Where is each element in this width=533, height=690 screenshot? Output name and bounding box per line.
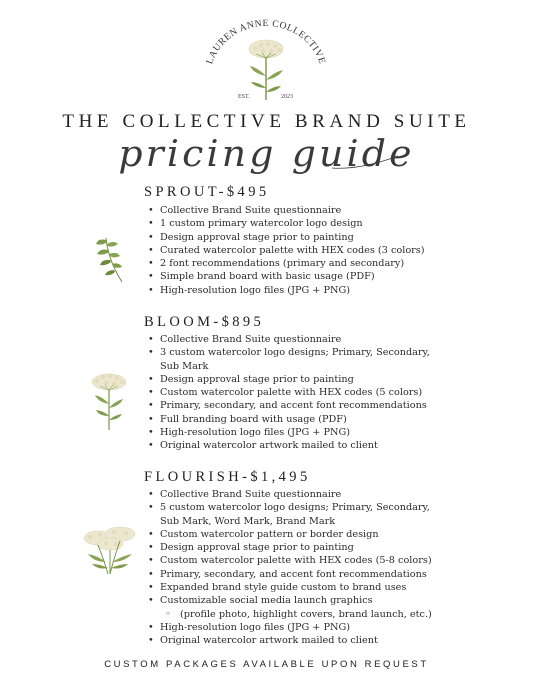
list-item: • Full branding board with usage (PDF) (148, 413, 448, 426)
page-subtitle: pricing guide (118, 134, 415, 175)
list-sub-item: ◦ (profile photo, highlight covers, brand launch, etc.) (148, 608, 448, 621)
list-item: • Custom watercolor palette with HEX codes (5-8 colors) (148, 554, 448, 567)
list-item: • Expanded brand style guide custom to brand uses (148, 581, 448, 594)
list-item: • 5 custom watercolor logo designs; Primary, Secondary, Sub Mark, Word Mark, Brand Mark (148, 501, 448, 528)
footer-note: CUSTOM PACKAGES AVAILABLE UPON REQUEST (104, 659, 429, 670)
list-item: • 2 font recommendations (primary and secondary) (148, 257, 448, 270)
tier-heading-bloom: BLOOM-$895 (144, 314, 265, 330)
list-item: • Simple brand board with basic usage (PDF) (148, 270, 448, 283)
list-item: • Curated watercolor palette with HEX codes (3 colors) (148, 244, 448, 257)
brand-est-year: 2023 (281, 94, 293, 100)
list-item: • Customizable social media launch graphics (148, 594, 448, 607)
list-item: • Design approval stage prior to painting (148, 373, 448, 386)
list-item: • High-resolution logo files (JPG + PNG) (148, 284, 448, 297)
page-title: THE COLLECTIVE BRAND SUITE (62, 111, 471, 132)
list-item: • Collective Brand Suite questionnaire (148, 488, 448, 501)
tier-features-bloom (148, 333, 448, 453)
list-item: • Design approval stage prior to painting (148, 231, 448, 244)
brand-est-label: EST. (238, 94, 250, 100)
list-item: • Collective Brand Suite questionnaire (148, 333, 448, 346)
list-item: • Original watercolor artwork mailed to client (148, 634, 448, 647)
list-item: • Original watercolor artwork mailed to client (148, 439, 448, 452)
tier-heading-flourish: FLOURISH-$1,495 (144, 469, 311, 485)
tier-features-sprout (148, 204, 448, 297)
tier-features-flourish (148, 488, 448, 648)
list-item: • High-resolution logo files (JPG + PNG) (148, 621, 448, 634)
list-item: • Design approval stage prior to painting (148, 541, 448, 554)
queen-annes-lace-cluster-icon (78, 524, 142, 576)
queen-annes-lace-icon (86, 370, 132, 432)
list-item: • Primary, secondary, and accent font recommendations (148, 399, 448, 412)
list-item: • Collective Brand Suite questionnaire (148, 204, 448, 217)
list-item: • 1 custom primary watercolor logo design (148, 217, 448, 230)
brand-name: LAUREN ANNE COLLECTIVE (204, 18, 328, 66)
list-item: • Custom watercolor pattern or border design (148, 528, 448, 541)
list-item: • 3 custom watercolor logo designs; Primary, Secondary, Sub Mark (148, 346, 448, 373)
logo-flower-icon (249, 40, 283, 100)
list-item: • High-resolution logo files (JPG + PNG) (148, 426, 448, 439)
subtitle-swash (330, 152, 400, 172)
herb-sprig-icon (88, 232, 128, 284)
brand-logo (196, 18, 336, 106)
list-item: • Custom watercolor palette with HEX codes (5 colors) (148, 386, 448, 399)
tier-heading-sprout: SPROUT-$495 (144, 184, 270, 200)
list-item: • Primary, secondary, and accent font recommendations (148, 568, 448, 581)
